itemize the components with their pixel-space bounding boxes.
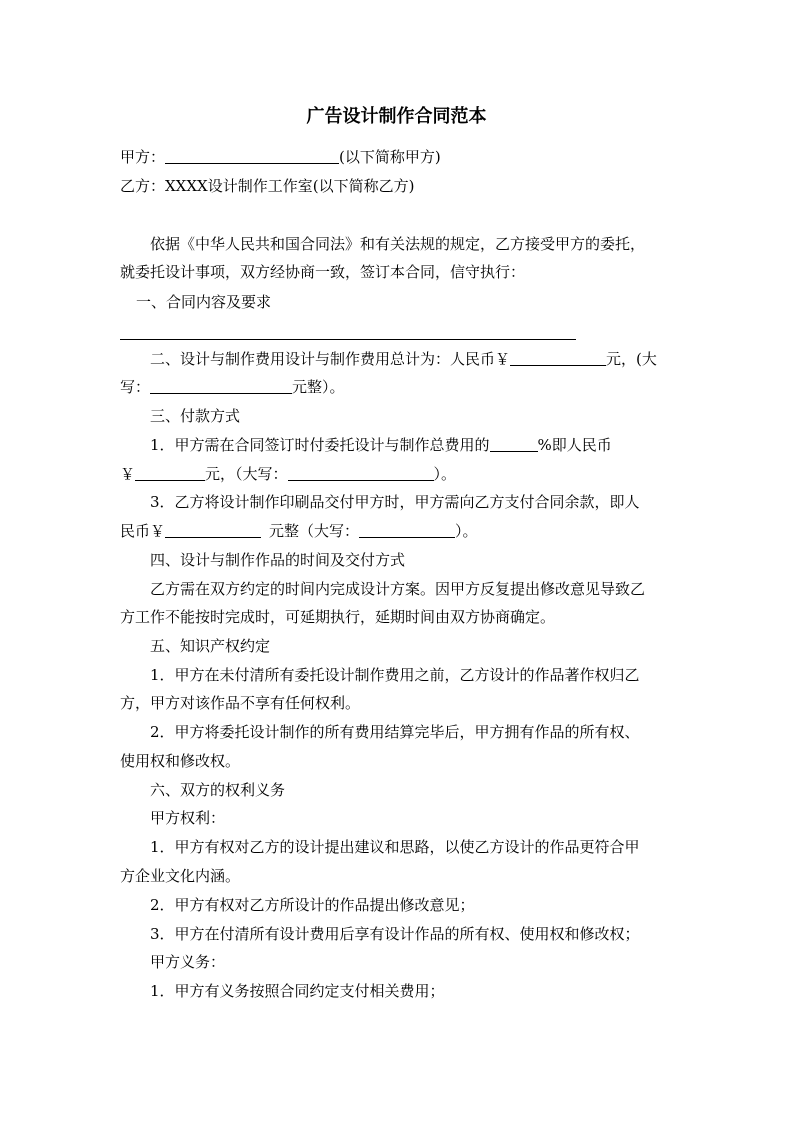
intro-paragraph-line-1: 依据《中华人民共和国合同法》和有关法规的规定，乙方接受甲方的委托， xyxy=(150,235,646,253)
total-fee-capital-blank[interactable] xyxy=(150,378,292,394)
ip-2-line-2: 使用权和修改权。 xyxy=(120,752,241,770)
right-1-line-1: 1．甲方有权对乙方的设计提出建议和思路，以使乙方设计的作品更符合甲 xyxy=(150,838,640,856)
balance-capital-blank[interactable] xyxy=(359,522,455,538)
percent-blank[interactable] xyxy=(490,436,538,452)
document-title: 广告设计制作合同范本 xyxy=(306,106,487,127)
party-a-suffix: (以下简称甲方) xyxy=(339,148,441,166)
capital-label: 写： xyxy=(120,378,151,396)
section-5-heading: 五、知识产权约定 xyxy=(150,637,271,655)
section-3-heading: 三、付款方式 xyxy=(150,407,241,425)
payment-3-line-2 xyxy=(120,521,680,541)
section-1-heading: 一、合同内容及要求 xyxy=(136,293,272,311)
balance-amount-blank[interactable] xyxy=(165,522,261,538)
payment-1-line-1 xyxy=(150,435,710,455)
intro-paragraph-line-2: 就委托设计事项，双方经协商一致，签订本合同，信守执行： xyxy=(120,263,526,281)
party-b-line: 乙方：XXXX设计制作工作室(以下简称乙方) xyxy=(120,177,415,195)
payment-3-capital-label: 元整（大写： xyxy=(269,522,360,540)
payment-3-line-1: 3．乙方将设计制作印刷品交付甲方时，甲方需向乙方支付合同余款，即人 xyxy=(150,493,640,511)
payment-1-line-2 xyxy=(120,464,680,484)
section-4-heading: 四、设计与制作作品的时间及交付方式 xyxy=(150,551,406,569)
section-2-text: 二、设计与制作费用设计与制作费用总计为：人民币￥ xyxy=(150,350,511,368)
section-6-heading: 六、双方的权利义务 xyxy=(150,781,286,799)
section-2-unit: 元，(大 xyxy=(606,350,657,368)
party-a-rights-heading: 甲方权利： xyxy=(150,809,226,827)
right-2: 2．甲方有权对乙方所设计的作品提出修改意见； xyxy=(150,896,475,914)
payment-1-percent: %即人民币 xyxy=(537,436,612,454)
duty-1: 1．甲方有义务按照合同约定支付相关费用； xyxy=(150,982,445,1000)
right-3: 3．甲方在付清所有设计费用后享有设计作品的所有权、使用权和修改权； xyxy=(150,925,640,943)
total-fee-blank[interactable] xyxy=(510,350,606,366)
right-1-line-2: 方企业文化内涵。 xyxy=(120,867,241,885)
party-a-duties-heading: 甲方义务： xyxy=(150,953,226,971)
section-4-line-2: 方工作不能按时完成时，可延期执行，延期时间由双方协商确定。 xyxy=(120,608,556,626)
deposit-capital-blank[interactable] xyxy=(288,465,434,481)
section-2-line-2 xyxy=(120,377,680,397)
payment-1-text: 1．甲方需在合同签订时付委托设计与制作总费用的 xyxy=(150,436,490,454)
party-a-label: 甲方： xyxy=(120,148,166,166)
content-blank-line[interactable] xyxy=(120,339,576,340)
payment-1-capital-label: 元，（大写： xyxy=(205,465,288,483)
payment-3-rmb: 民币￥ xyxy=(120,522,166,540)
ip-2-line-1: 2．甲方将委托设计制作的所有费用结算完毕后，甲方拥有作品的所有权、 xyxy=(150,723,640,741)
section-4-line-1: 乙方需在双方约定的时间内完成设计方案。因甲方反复提出修改意见导致乙 xyxy=(150,580,646,598)
party-a-line xyxy=(120,147,680,167)
ip-1-line-2: 方，甲方对该作品不享有任何权利。 xyxy=(120,694,361,712)
ip-1-line-1: 1．甲方在未付清所有委托设计制作费用之前，乙方设计的作品著作权归乙 xyxy=(150,666,640,684)
payment-1-end: ）。 xyxy=(433,465,457,483)
section-2-line-1 xyxy=(150,349,710,369)
yuan-sign: ￥ xyxy=(120,465,136,483)
party-a-blank[interactable] xyxy=(165,148,339,164)
section-2-end: 元整）。 xyxy=(292,378,345,396)
deposit-amount-blank[interactable] xyxy=(135,465,205,481)
payment-3-end: ）。 xyxy=(455,522,478,540)
